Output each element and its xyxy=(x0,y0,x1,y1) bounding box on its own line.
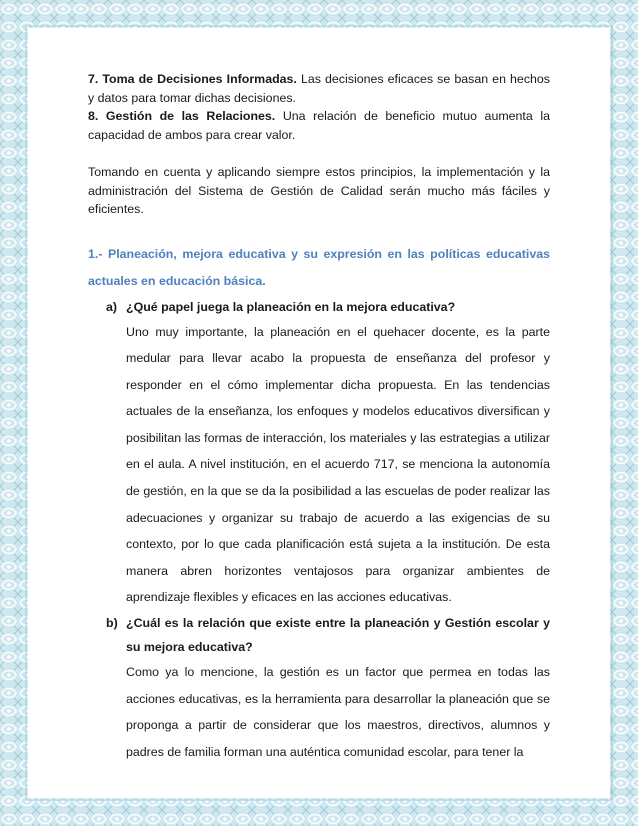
intro-paragraph: Tomando en cuenta y aplicando siempre estos principios, la implementación y la administración del Sistema de Gestión de Calidad serán mucho más fáciles y eficientes. xyxy=(88,165,550,216)
answer-a: Uno muy importante, la planeación en el quehacer docente, es la parte medular para llevar acabo la propuesta de enseñanza del profesor y responder en el cómo implementar dicha propuesta. En las tendencias actuales de la enseñanza, los enfoques y modelos educativos diversifican y posibilitan las formas de interacción, los materiales y las estrategias a utilizar en el aula. A nivel institución, en el acuerdo 717, se menciona la autonomía de gestión, en la que se da la posibilidad a las escuelas de poder realizar las adecuaciones y organizar su trabajo de acuerdo a las exigencias de su contexto, por lo que cada planificación está sujeta a la institución. De esta manera abren horizontes ventajosos para organizar ambientes de aprendizaje flexibles y eficaces en las acciones educativas. xyxy=(126,324,550,605)
item-8-text: Una relación de beneficio mutuo aumenta la capacidad de ambos para crear valor. xyxy=(88,109,550,142)
question-a-text: ¿Qué papel juega la planeación en la mejora educativa? xyxy=(126,299,456,314)
page-content xyxy=(88,70,550,765)
question-a-line xyxy=(88,295,550,319)
item-8 xyxy=(88,107,550,144)
question-b-text: ¿Cuál es la relación que existe entre la planeación y Gestión escolar y su mejora educativa? xyxy=(126,616,550,655)
question-b-letter: b) xyxy=(106,616,118,631)
question-b-line xyxy=(88,611,550,659)
item-7-title: 7. Toma de Decisiones Informadas. xyxy=(88,72,297,86)
question-a-letter: a) xyxy=(106,299,118,314)
answer-b: Como ya lo mencione, la gestión es un factor que permea en todas las acciones educativas, es la herramienta para desarrollar la planeación que se proponga a partir de considerar que los maestros, directivos, alumnos y padres de familia forman una auténtica comunidad escolar, para tener la xyxy=(126,665,550,759)
item-7-text: Las decisiones eficaces se basan en hechos y datos para tomar dichas decisiones. xyxy=(88,72,550,105)
question-a xyxy=(88,295,550,612)
item-7 xyxy=(88,70,550,107)
item-8-title: 8. Gestión de las Relaciones. xyxy=(88,109,276,123)
section-heading: 1.- Planeación, mejora educativa y su expresión en las políticas educativas actuales en educación básica. xyxy=(88,246,550,288)
question-b xyxy=(88,611,550,765)
